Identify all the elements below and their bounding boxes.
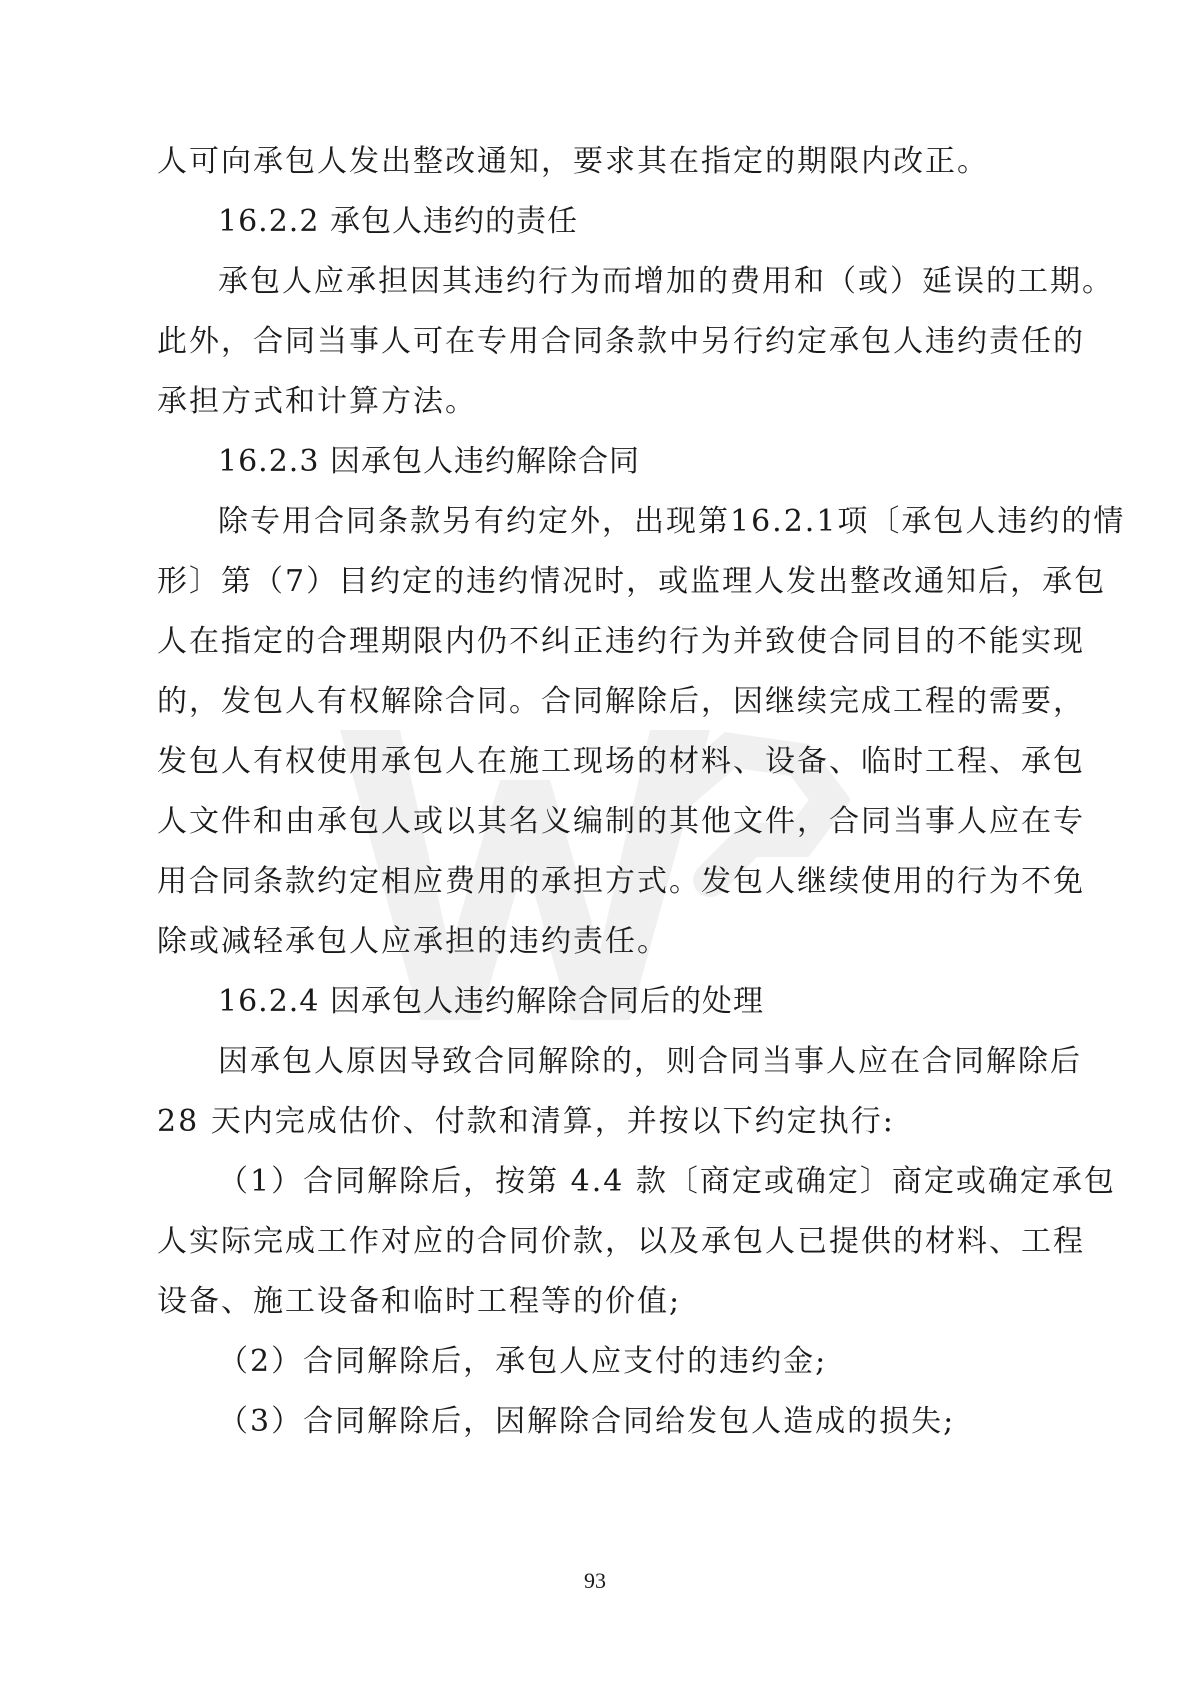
paragraph-line: 设备、施工设备和临时工程等的价值;	[157, 1284, 682, 1319]
paragraph-line: 用合同条款约定相应费用的承担方式。发包人继续使用的行为不免	[157, 864, 1085, 899]
paragraph-line: 此外，合同当事人可在专用合同条款中另行约定承包人违约责任的	[157, 324, 1085, 359]
section-heading-16-2-3: 16.2.3 因承包人违约解除合同	[218, 444, 640, 479]
paragraph-line: 的，发包人有权解除合同。合同解除后，因继续完成工程的需要，	[157, 684, 1085, 719]
paragraph-line: 因承包人原因导致合同解除的，则合同当事人应在合同解除后	[218, 1044, 1082, 1079]
paragraph-line: 除专用合同条款另有约定外，出现第16.2.1项〔承包人违约的情	[218, 504, 1126, 539]
paragraph-line: 人在指定的合理期限内仍不纠正违约行为并致使合同目的不能实现	[157, 624, 1085, 659]
section-heading-16-2-2: 16.2.2 承包人违约的责任	[218, 204, 578, 239]
paragraph-line: 人可向承包人发出整改通知，要求其在指定的期限内改正。	[157, 144, 989, 179]
paragraph-line: 承包人应承担因其违约行为而增加的费用和（或）延误的工期。	[218, 264, 1114, 299]
paragraph-line: 除或减轻承包人应承担的违约责任。	[157, 924, 669, 959]
paragraph-line: 形〕第（7）目约定的违约情况时，或监理人发出整改通知后，承包	[157, 564, 1107, 599]
paragraph-line: 发包人有权使用承包人在施工现场的材料、设备、临时工程、承包	[157, 744, 1085, 779]
list-item-2: （2）合同解除后，承包人应支付的违约金;	[218, 1344, 828, 1379]
paragraph-line: 人文件和由承包人或以其名义编制的其他文件，合同当事人应在专	[157, 804, 1085, 839]
list-item-1: （1）合同解除后，按第 4.4 款〔商定或确定〕商定或确定承包	[218, 1164, 1116, 1199]
page-number: 93	[584, 1568, 606, 1593]
paragraph-line: 人实际完成工作对应的合同价款，以及承包人已提供的材料、工程	[157, 1224, 1085, 1259]
paragraph-line: 承担方式和计算方法。	[157, 384, 477, 419]
list-item-3: （3）合同解除后，因解除合同给发包人造成的损失;	[218, 1404, 956, 1439]
paragraph-line: 28 天内完成估价、付款和清算，并按以下约定执行:	[157, 1104, 895, 1139]
section-heading-16-2-4: 16.2.4 因承包人违约解除合同后的处理	[218, 984, 764, 1019]
